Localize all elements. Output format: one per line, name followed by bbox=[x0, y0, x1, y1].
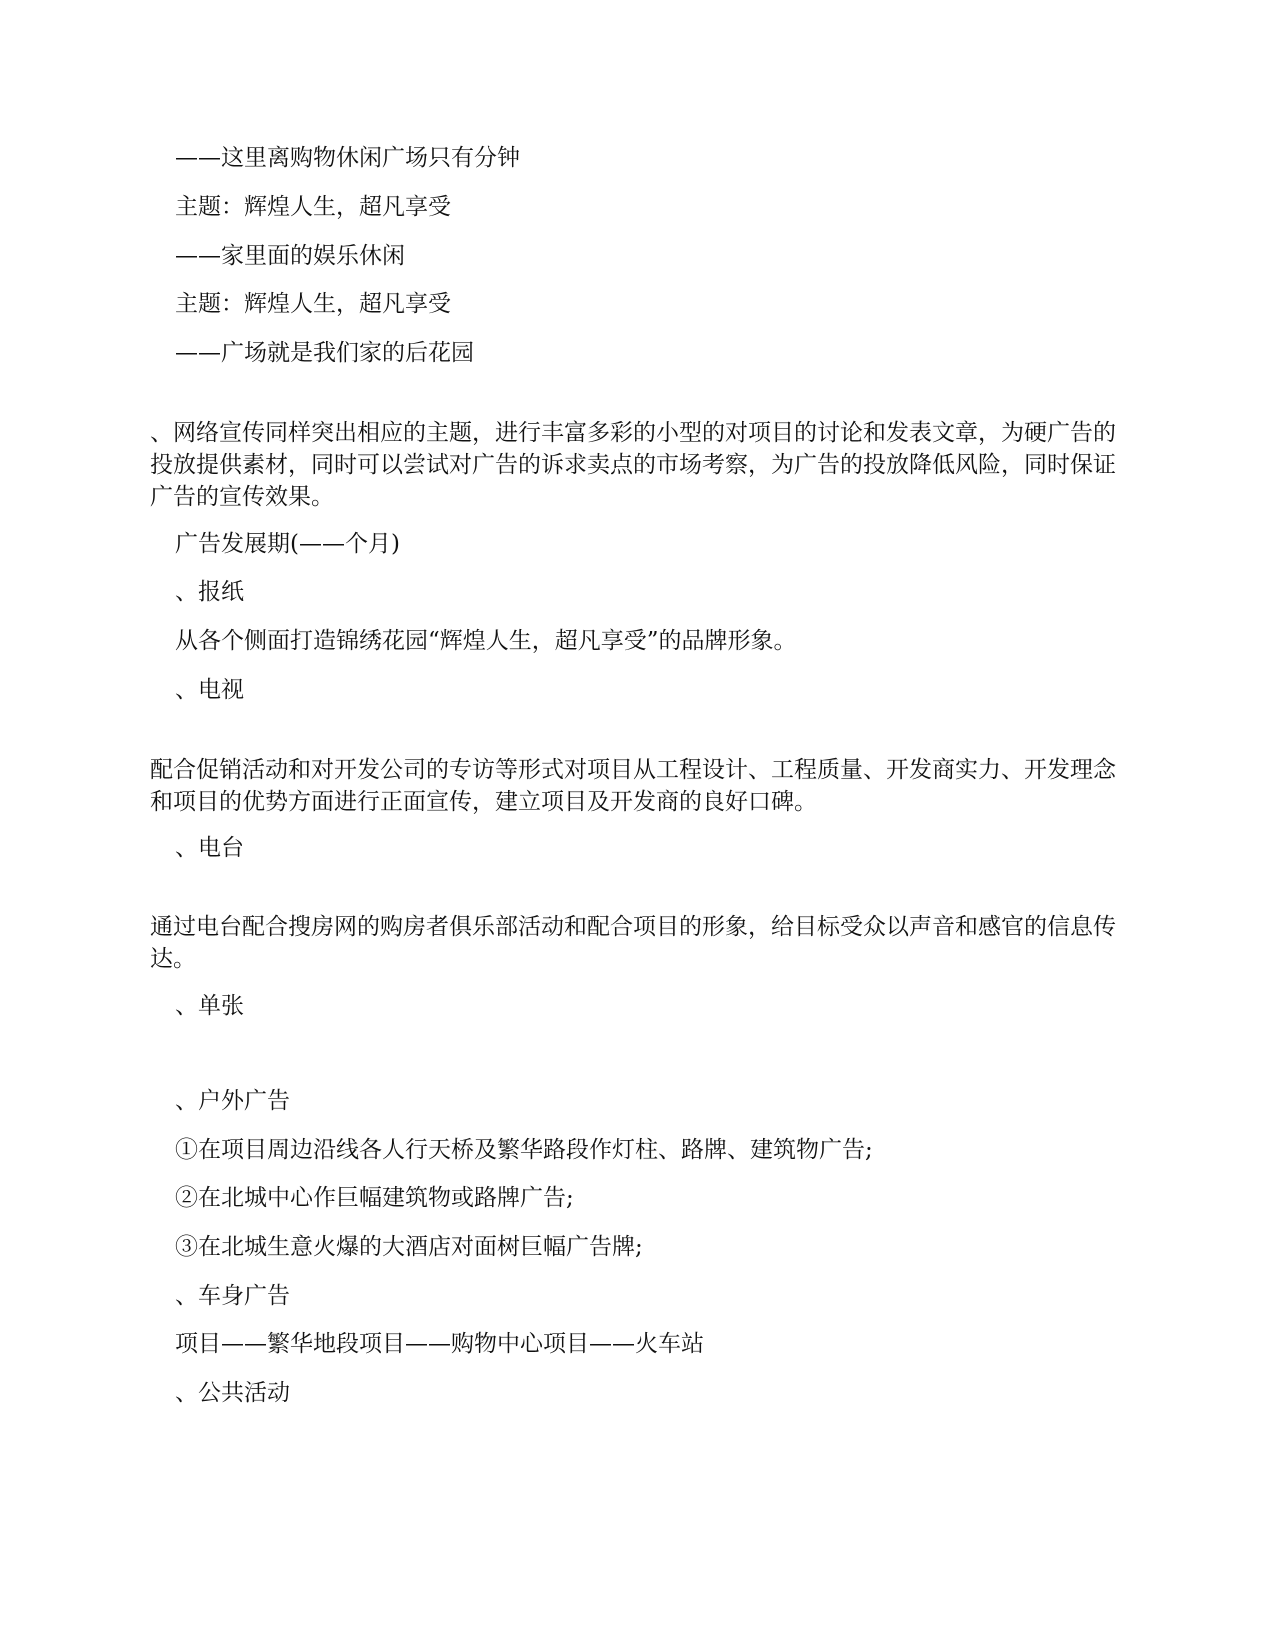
network-promotion-paragraph: 、网络宣传同样突出相应的主题，进行丰富多彩的小型的对项目的讨论和发表文章，为硬广告的投放提供素材，同时可以尝试对广告的诉求卖点的市场考察，为广告的投放降低风险，同时保证广告的宣传效果。 bbox=[150, 420, 1116, 510]
flyer-heading: 、单张 bbox=[175, 993, 244, 1019]
development-period-heading: 广告发展期(——个月) bbox=[175, 531, 400, 557]
slogan-line-3: ——广场就是我们家的后花园 bbox=[175, 340, 474, 366]
theme-line-1: 主题：辉煌人生，超凡享受 bbox=[175, 194, 451, 220]
vehicle-heading: 、车身广告 bbox=[175, 1283, 290, 1309]
newspaper-heading: 、报纸 bbox=[175, 579, 244, 605]
outdoor-item-1: ①在项目周边沿线各人行天桥及繁华路段作灯柱、路牌、建筑物广告; bbox=[175, 1137, 873, 1163]
tv-paragraph: 配合促销活动和对开发公司的专访等形式对项目从工程设计、工程质量、开发商实力、开发理念和项目的优势方面进行正面宣传，建立项目及开发商的良好口碑。 bbox=[150, 757, 1116, 815]
slogan-line-1: ——这里离购物休闲广场只有分钟 bbox=[175, 145, 520, 171]
newspaper-text: 从各个侧面打造锦绣花园“辉煌人生，超凡享受”的品牌形象。 bbox=[175, 628, 797, 654]
tv-heading: 、电视 bbox=[175, 677, 244, 703]
slogan-line-2: ——家里面的娱乐休闲 bbox=[175, 243, 405, 269]
theme-line-2: 主题：辉煌人生，超凡享受 bbox=[175, 291, 451, 317]
vehicle-route: 项目——繁华地段项目——购物中心项目——火车站 bbox=[175, 1331, 704, 1357]
radio-heading: 、电台 bbox=[175, 835, 244, 861]
outdoor-item-3: ③在北城生意火爆的大酒店对面树巨幅广告牌; bbox=[175, 1234, 643, 1260]
radio-paragraph: 通过电台配合搜房网的购房者俱乐部活动和配合项目的形象，给目标受众以声音和感官的信息传达。 bbox=[150, 914, 1116, 972]
outdoor-heading: 、户外广告 bbox=[175, 1088, 290, 1114]
public-activity-heading: 、公共活动 bbox=[175, 1380, 290, 1406]
outdoor-item-2: ②在北城中心作巨幅建筑物或路牌广告; bbox=[175, 1185, 574, 1211]
